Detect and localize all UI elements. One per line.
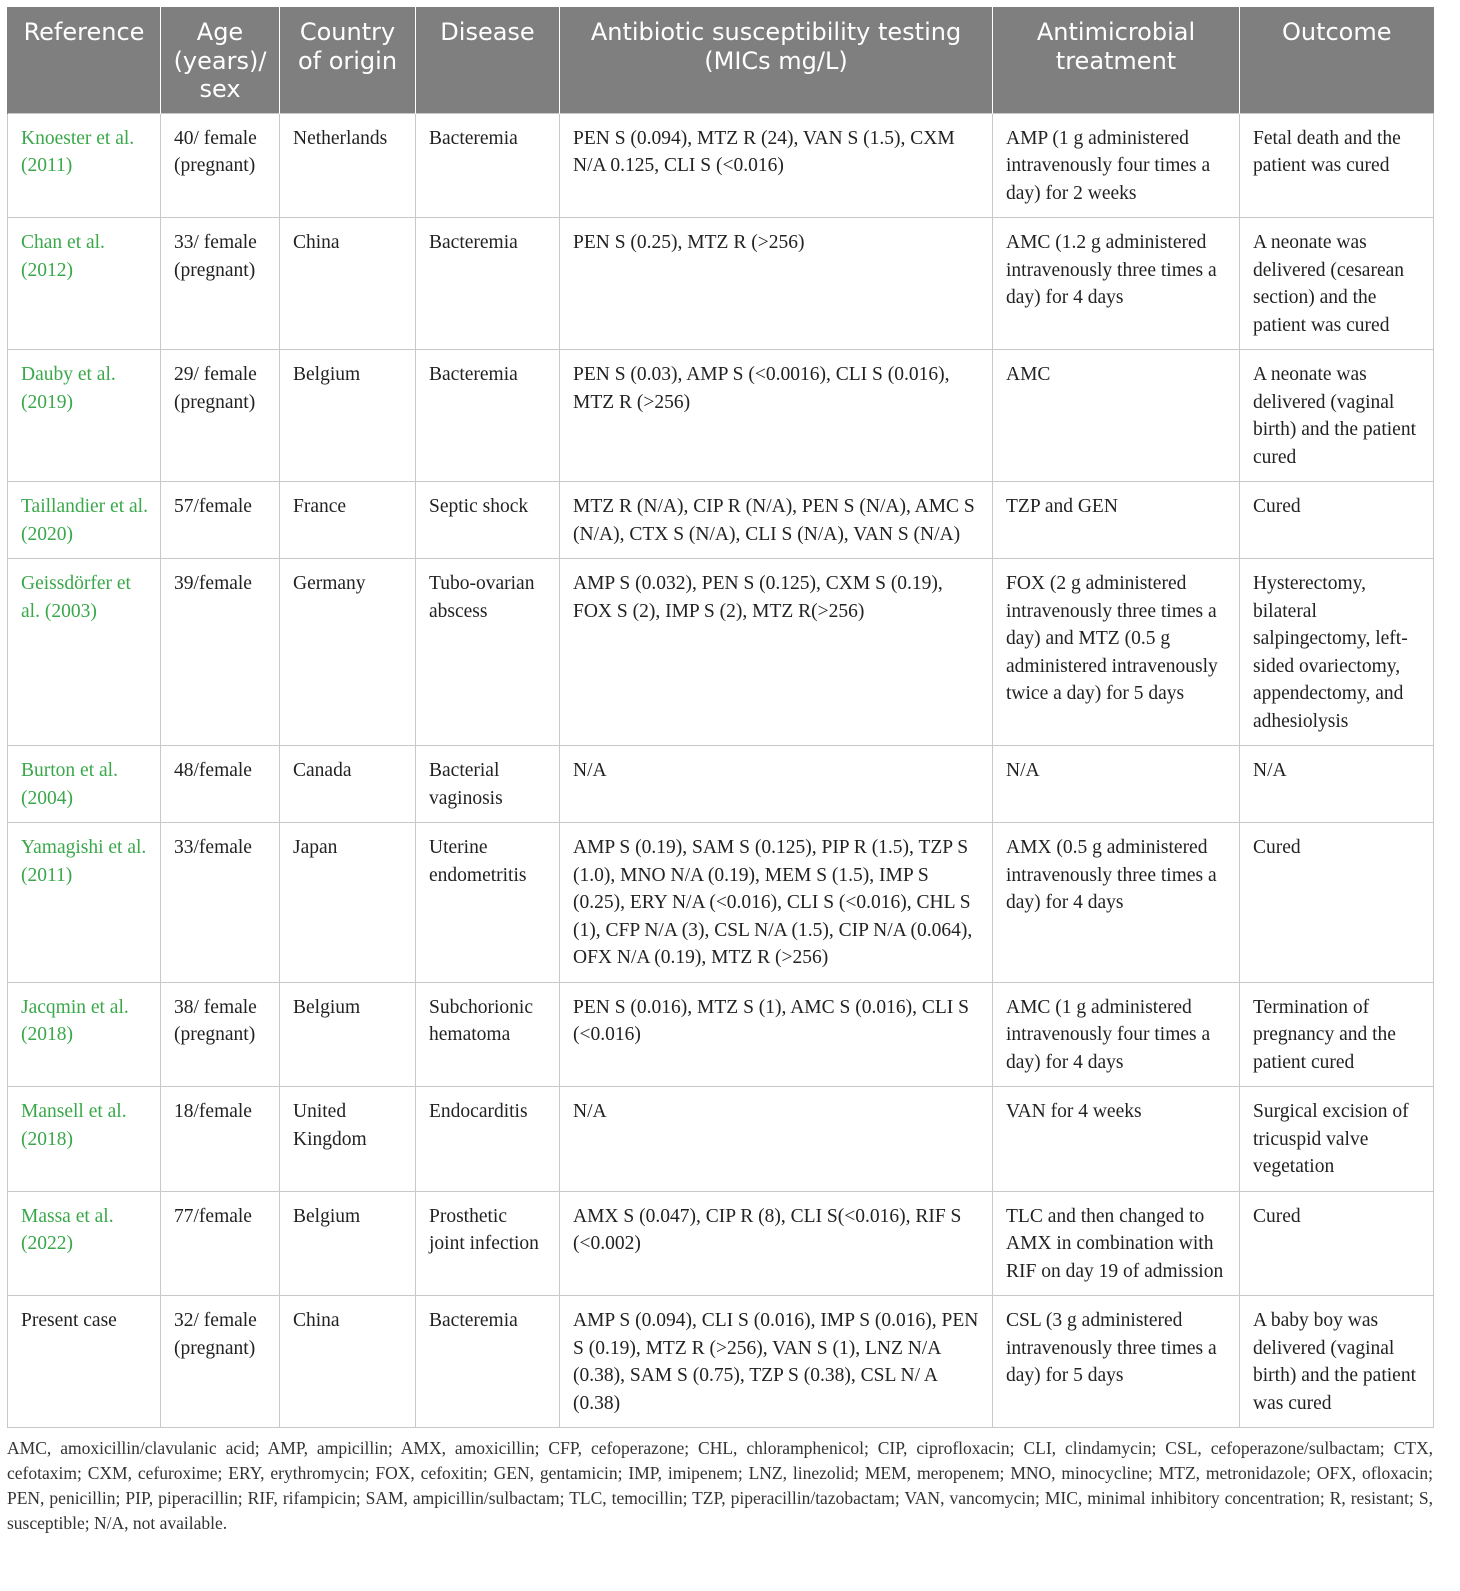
country-cell: China: [280, 1296, 416, 1428]
reference-link[interactable]: Burton et al. (2004): [21, 760, 118, 809]
ast-cell: PEN S (0.016), MTZ S (1), AMC S (0.016), CLI S (<0.016): [560, 982, 993, 1087]
disease-cell: Bacteremia: [416, 350, 560, 482]
disease-cell: Bacteremia: [416, 1296, 560, 1428]
country-cell: Netherlands: [280, 113, 416, 218]
outcome-cell: Fetal death and the patient was cured: [1240, 113, 1434, 218]
reference-cell[interactable]: [8, 113, 161, 218]
age-sex-cell: 48/female: [161, 746, 280, 823]
reference-link[interactable]: Knoester et al. (2011): [21, 127, 135, 176]
country-cell: Canada: [280, 746, 416, 823]
header-age-sex: Age (years)/ sex: [161, 7, 280, 113]
header-reference: Reference: [8, 7, 161, 113]
treatment-cell: FOX (2 g administered intravenously three times a day) and MTZ (0.5 g administered intravenously twice a day) for 5 days: [993, 559, 1240, 746]
outcome-cell: Hysterectomy, bilateral salpingectomy, left-sided ovariectomy, appendectomy, and adhesiolysis: [1240, 559, 1434, 746]
country-cell: Japan: [280, 823, 416, 983]
treatment-cell: AMC: [993, 350, 1240, 482]
outcome-cell: N/A: [1240, 746, 1434, 823]
country-cell: United Kingdom: [280, 1087, 416, 1192]
ast-cell: AMP S (0.032), PEN S (0.125), CXM S (0.19), FOX S (2), IMP S (2), MTZ R(>256): [560, 559, 993, 746]
header-outcome: Outcome: [1240, 7, 1434, 113]
treatment-cell: VAN for 4 weeks: [993, 1087, 1240, 1192]
reference-link[interactable]: Chan et al. (2012): [21, 232, 105, 281]
table-row: [8, 218, 1434, 350]
reference-cell[interactable]: [8, 823, 161, 983]
reference-cell[interactable]: [8, 218, 161, 350]
reference-link[interactable]: Dauby et al. (2019): [21, 364, 116, 413]
header-ast: Antibiotic susceptibility testing (MICs mg/L): [560, 7, 993, 113]
reference-cell[interactable]: [8, 559, 161, 746]
table-row: [8, 350, 1434, 482]
header-row: [8, 7, 1434, 113]
table-row: [8, 1087, 1434, 1192]
outcome-cell: Cured: [1240, 1191, 1434, 1296]
country-cell: Belgium: [280, 350, 416, 482]
age-sex-cell: 39/female: [161, 559, 280, 746]
outcome-cell: Cured: [1240, 823, 1434, 983]
age-sex-cell: 29/ female (pregnant): [161, 350, 280, 482]
treatment-cell: TLC and then changed to AMX in combination with RIF on day 19 of admission: [993, 1191, 1240, 1296]
country-cell: France: [280, 482, 416, 559]
treatment-cell: AMX (0.5 g administered intravenously three times a day) for 4 days: [993, 823, 1240, 983]
case-table: [7, 7, 1434, 1428]
ast-cell: N/A: [560, 746, 993, 823]
disease-cell: Bacterial vaginosis: [416, 746, 560, 823]
header-disease: Disease: [416, 7, 560, 113]
table-row: [8, 823, 1434, 983]
ast-cell: AMP S (0.094), CLI S (0.016), IMP S (0.016), PEN S (0.19), MTZ R (>256), VAN S (1), LNZ N/A (0.38), SAM S (0.75), TZP S (0.38), CSL N/ A (0.38): [560, 1296, 993, 1428]
disease-cell: Uterine endometritis: [416, 823, 560, 983]
table-row: [8, 559, 1434, 746]
treatment-cell: AMC (1.2 g administered intravenously three times a day) for 4 days: [993, 218, 1240, 350]
age-sex-cell: 38/ female (pregnant): [161, 982, 280, 1087]
country-cell: Belgium: [280, 1191, 416, 1296]
reference-link[interactable]: Geissdörfer et al. (2003): [21, 573, 131, 622]
age-sex-cell: 40/ female (pregnant): [161, 113, 280, 218]
ast-cell: N/A: [560, 1087, 993, 1192]
table-row: [8, 113, 1434, 218]
table-row: [8, 482, 1434, 559]
disease-cell: Subchorionic hematoma: [416, 982, 560, 1087]
age-sex-cell: 18/female: [161, 1087, 280, 1192]
age-sex-cell: 77/female: [161, 1191, 280, 1296]
outcome-cell: Surgical excision of tricuspid valve vegetation: [1240, 1087, 1434, 1192]
treatment-cell: AMC (1 g administered intravenously four times a day) for 4 days: [993, 982, 1240, 1087]
reference-link[interactable]: Taillandier et al. (2020): [21, 496, 148, 545]
age-sex-cell: 33/female: [161, 823, 280, 983]
reference-cell: [8, 1296, 161, 1428]
ast-cell: PEN S (0.094), MTZ R (24), VAN S (1.5), CXM N/A 0.125, CLI S (<0.016): [560, 113, 993, 218]
outcome-cell: A baby boy was delivered (vaginal birth) and the patient was cured: [1240, 1296, 1434, 1428]
age-sex-cell: 33/ female (pregnant): [161, 218, 280, 350]
reference-text: Present case: [21, 1310, 117, 1331]
country-cell: China: [280, 218, 416, 350]
reference-cell[interactable]: [8, 746, 161, 823]
outcome-cell: Cured: [1240, 482, 1434, 559]
reference-cell[interactable]: [8, 482, 161, 559]
disease-cell: Endocarditis: [416, 1087, 560, 1192]
header-country: Country of origin: [280, 7, 416, 113]
abbreviations-footnote: AMC, amoxicillin/clavulanic acid; AMP, ampicillin; AMX, amoxicillin; CFP, cefoperazone; CHL, chloramphenicol; CIP, ciprofloxacin; CLI, clindamycin; CSL, cefoperazone/sulbactam; CTX, cefotaxim; CXM, cefuroxime; ERY, erythromycin; FOX, cefoxitin; GEN, gentamicin; IMP, imipenem; LNZ, linezolid; MEM, meropenem; MNO, minocycline; MTZ, metronidazole; OFX, ofloxacin; PEN, penicillin; PIP, piperacillin; RIF, rifampicin; SAM, ampicillin/sulbactam; TLC, temocillin; TZP, piperacillin/tazobactam; VAN, vancomycin; MIC, minimal inhibitory concentration; R, resistant; S, susceptible; N/A, not available.: [7, 1438, 1433, 1533]
reference-link[interactable]: Mansell et al. (2018): [21, 1101, 127, 1150]
outcome-cell: Termination of pregnancy and the patient cured: [1240, 982, 1434, 1087]
ast-cell: MTZ R (N/A), CIP R (N/A), PEN S (N/A), AMC S (N/A), CTX S (N/A), CLI S (N/A), VAN S (N/A): [560, 482, 993, 559]
reference-link[interactable]: Yamagishi et al. (2011): [21, 837, 147, 886]
disease-cell: Bacteremia: [416, 218, 560, 350]
reference-link[interactable]: Massa et al. (2022): [21, 1205, 114, 1254]
treatment-cell: CSL (3 g administered intravenously three times a day) for 5 days: [993, 1296, 1240, 1428]
disease-cell: Septic shock: [416, 482, 560, 559]
table-row: [8, 982, 1434, 1087]
reference-cell[interactable]: [8, 350, 161, 482]
outcome-cell: A neonate was delivered (vaginal birth) and the patient cured: [1240, 350, 1434, 482]
header-treatment: Antimicrobial treatment: [993, 7, 1240, 113]
reference-cell[interactable]: [8, 1087, 161, 1192]
disease-cell: Tubo-ovarian abscess: [416, 559, 560, 746]
treatment-cell: TZP and GEN: [993, 482, 1240, 559]
age-sex-cell: 32/ female (pregnant): [161, 1296, 280, 1428]
reference-cell[interactable]: [8, 982, 161, 1087]
treatment-cell: N/A: [993, 746, 1240, 823]
country-cell: Belgium: [280, 982, 416, 1087]
reference-cell[interactable]: [8, 1191, 161, 1296]
ast-cell: AMX S (0.047), CIP R (8), CLI S(<0.016), RIF S (<0.002): [560, 1191, 993, 1296]
table-row: [8, 746, 1434, 823]
reference-link[interactable]: Jacqmin et al. (2018): [21, 996, 129, 1045]
country-cell: Germany: [280, 559, 416, 746]
treatment-cell: AMP (1 g administered intravenously four times a day) for 2 weeks: [993, 113, 1240, 218]
disease-cell: Prosthetic joint infection: [416, 1191, 560, 1296]
table-row: [8, 1191, 1434, 1296]
age-sex-cell: 57/female: [161, 482, 280, 559]
ast-cell: PEN S (0.03), AMP S (<0.0016), CLI S (0.016), MTZ R (>256): [560, 350, 993, 482]
table-row: [8, 1296, 1434, 1428]
case-table-container: [7, 7, 1433, 1428]
outcome-cell: A neonate was delivered (cesarean section) and the patient was cured: [1240, 218, 1434, 350]
disease-cell: Bacteremia: [416, 113, 560, 218]
ast-cell: AMP S (0.19), SAM S (0.125), PIP R (1.5), TZP S (1.0), MNO N/A (0.19), MEM S (1.5), IMP S (0.25), ERY N/A (<0.016), CLI S (<0.016), CHL S (1), CFP N/A (3), CSL N/A (1.5), CIP N/A (0.064), OFX N/A (0.19), MTZ R (>256): [560, 823, 993, 983]
ast-cell: PEN S (0.25), MTZ R (>256): [560, 218, 993, 350]
